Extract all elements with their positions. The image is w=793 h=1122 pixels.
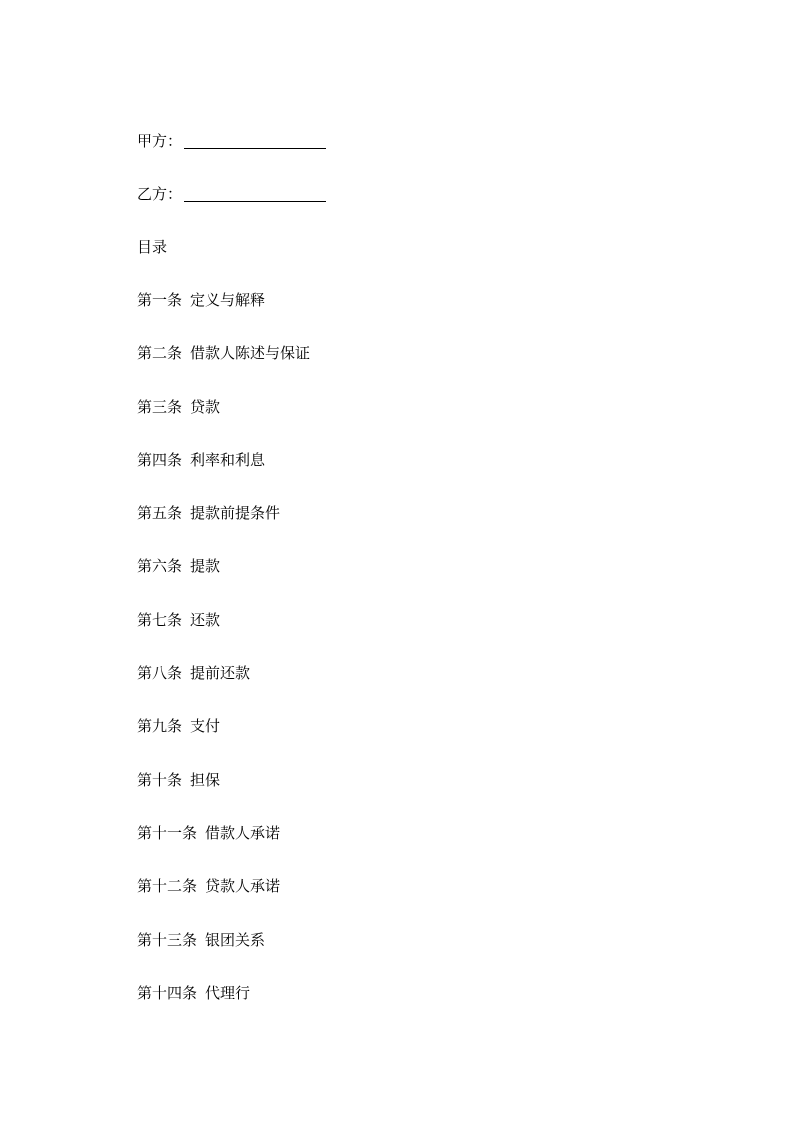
article-number: 第十条 xyxy=(137,771,183,789)
article-number: 第五条 xyxy=(137,504,183,522)
article-title: 支付 xyxy=(190,717,221,735)
party-a-line xyxy=(137,131,326,151)
article-number: 第一条 xyxy=(137,291,183,309)
toc-item xyxy=(137,397,220,417)
article-title: 还款 xyxy=(190,611,221,629)
toc-item xyxy=(137,556,220,576)
article-number: 第十二条 xyxy=(137,877,198,895)
article-title: 担保 xyxy=(190,771,221,789)
toc-heading: 目录 xyxy=(137,238,168,256)
article-title: 提前还款 xyxy=(190,664,251,682)
article-title: 银团关系 xyxy=(205,931,266,949)
article-number: 第三条 xyxy=(137,398,183,416)
toc-item xyxy=(137,450,265,470)
article-title: 借款人陈述与保证 xyxy=(190,344,311,362)
article-title: 利率和利息 xyxy=(190,451,266,469)
toc-item xyxy=(137,770,220,790)
article-title: 贷款人承诺 xyxy=(205,877,281,895)
article-number: 第十一条 xyxy=(137,824,198,842)
party-a-label: 甲方： xyxy=(137,132,183,150)
article-number: 第七条 xyxy=(137,611,183,629)
toc-item xyxy=(137,343,310,363)
article-number: 第二条 xyxy=(137,344,183,362)
article-title: 定义与解释 xyxy=(190,291,266,309)
article-title: 提款前提条件 xyxy=(190,504,281,522)
article-title: 提款 xyxy=(190,557,221,575)
party-b-blank xyxy=(184,185,326,202)
toc-item xyxy=(137,930,265,950)
party-b-label: 乙方： xyxy=(137,185,183,203)
toc-item xyxy=(137,716,220,736)
toc-item xyxy=(137,610,220,630)
toc-item xyxy=(137,876,280,896)
article-title: 贷款 xyxy=(190,398,221,416)
article-number: 第十三条 xyxy=(137,931,198,949)
toc-item xyxy=(137,503,280,523)
article-number: 第十四条 xyxy=(137,984,198,1002)
party-a-blank xyxy=(184,132,326,149)
article-number: 第九条 xyxy=(137,717,183,735)
toc-item xyxy=(137,983,250,1003)
article-title: 借款人承诺 xyxy=(205,824,281,842)
toc-item xyxy=(137,823,280,843)
article-number: 第六条 xyxy=(137,557,183,575)
toc-item xyxy=(137,290,265,310)
article-number: 第四条 xyxy=(137,451,183,469)
article-title: 代理行 xyxy=(205,984,251,1002)
article-number: 第八条 xyxy=(137,664,183,682)
party-b-line xyxy=(137,184,326,204)
toc-item xyxy=(137,663,250,683)
